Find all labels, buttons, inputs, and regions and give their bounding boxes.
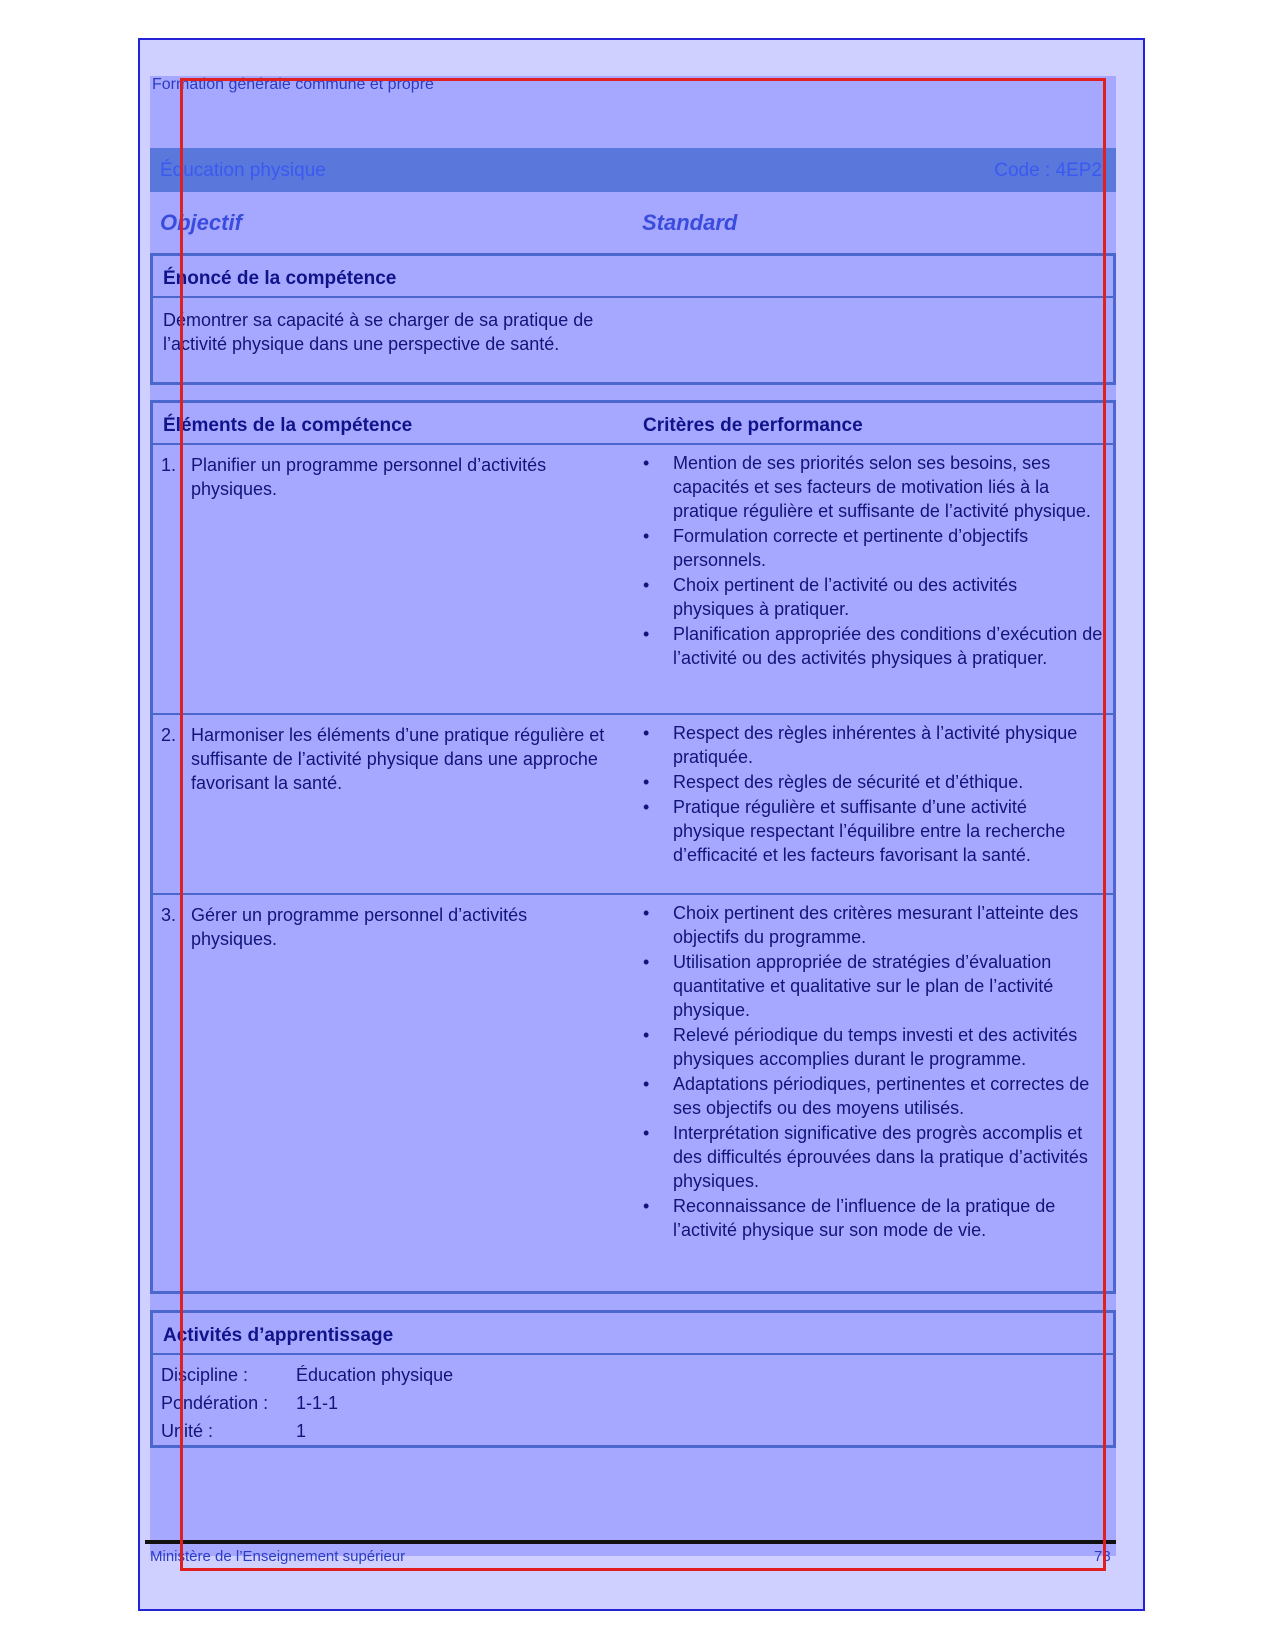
bullet-icon: •	[643, 797, 650, 817]
criteria-item	[643, 622, 1103, 670]
criteria-text: Adaptations périodiques, pertinentes et correctes de ses objectifs ou des moyens utilisés.	[673, 1074, 1090, 1118]
discipline-label: Discipline :	[161, 1365, 249, 1385]
element-text: Gérer un programme personnel d’activités physiques.	[191, 905, 528, 949]
footer-rule	[145, 1540, 1116, 1544]
enonce-box	[150, 253, 1116, 385]
course-code: Code : 4EP2	[994, 160, 1102, 181]
criteria-item	[643, 1194, 1103, 1242]
elements-header	[153, 403, 1113, 445]
element-row	[153, 715, 1113, 895]
element-number: 3.	[161, 905, 177, 925]
enonce-text: Démontrer sa capacité à se charger de sa pratique de l’activité physique dans une perspective de santé.	[163, 310, 594, 354]
criteria-text: Respect des règles inhérentes à l’activité physique pratiquée.	[673, 723, 1078, 767]
elements-box	[150, 400, 1116, 1294]
criteria-text: Formulation correcte et pertinente d’objectifs personnels.	[673, 526, 1029, 570]
criteria-text: Interprétation significative des progrès accomplis et des difficultés éprouvées dans la pratique d’activités physiques.	[673, 1123, 1088, 1191]
criteria-text: Planification appropriée des conditions d’exécution de l’activité ou des activités physiques à pratiquer.	[673, 624, 1103, 668]
unite-line	[161, 1421, 306, 1442]
criteria-item	[643, 451, 1103, 523]
element-row	[153, 895, 1113, 1291]
bullet-icon: •	[643, 772, 650, 792]
ponderation-line	[161, 1393, 338, 1414]
element-text-block	[161, 903, 611, 951]
bullet-icon: •	[643, 1123, 650, 1143]
element-number: 2.	[161, 725, 177, 745]
ponderation-value: 1-1-1	[296, 1393, 339, 1413]
criteria-text: Respect des règles de sécurité et d’éthique.	[673, 772, 1024, 792]
element-number: 1.	[161, 455, 177, 475]
course-title: Éducation physique	[160, 160, 326, 181]
bullet-icon: •	[643, 723, 650, 743]
elements-heading: Éléments de la compétence	[163, 415, 413, 436]
element-row	[153, 445, 1113, 715]
page-number: 78	[1094, 1548, 1111, 1565]
bullet-icon: •	[643, 453, 650, 473]
bullet-icon: •	[643, 1074, 650, 1094]
enonce-heading: Énoncé de la compétence	[153, 256, 1113, 298]
footer-ministry: Ministère de l’Enseignement supérieur	[150, 1548, 406, 1565]
ponderation-label: Pondération :	[161, 1393, 269, 1413]
discipline-line	[161, 1365, 453, 1386]
bullet-icon: •	[643, 526, 650, 546]
criteria-text: Pratique régulière et suffisante d’une activité physique respectant l’équilibre entre la recherche d’efficacité et les facteurs favorisant la santé.	[673, 797, 1066, 865]
criteria-item	[643, 1023, 1103, 1071]
criteria-item	[643, 524, 1103, 572]
criteria-item	[643, 721, 1103, 769]
element-text-block	[161, 453, 611, 501]
activites-box	[150, 1310, 1116, 1448]
criteria-text: Mention de ses priorités selon ses besoins, ses capacités et ses facteurs de motivation liés à la pratique régulière et suffisante de l’activité physique.	[673, 453, 1091, 521]
title-band	[150, 148, 1116, 192]
criteria-text: Relevé périodique du temps investi et des activités physiques accomplies durant le programme.	[673, 1025, 1078, 1069]
criteria-item	[643, 901, 1103, 949]
element-text-block	[161, 723, 611, 795]
criteria-item	[643, 770, 1103, 794]
element-text: Harmoniser les éléments d’une pratique régulière et suffisante de l’activité physique dans une approche favorisant la santé.	[191, 725, 605, 793]
criteria-list	[643, 451, 1103, 671]
criteria-text: Reconnaissance de l’influence de la pratique de l’activité physique sur son mode de vie.	[673, 1196, 1056, 1240]
criteria-text: Choix pertinent de l’activité ou des activités physiques à pratiquer.	[673, 575, 1018, 619]
criteria-item	[643, 795, 1103, 867]
discipline-value: Éducation physique	[296, 1365, 454, 1385]
criteria-item	[643, 1121, 1103, 1193]
bullet-icon: •	[643, 575, 650, 595]
criteria-item	[643, 573, 1103, 621]
criteria-text: Choix pertinent des critères mesurant l’atteinte des objectifs du programme.	[673, 903, 1079, 947]
criteria-list	[643, 721, 1103, 868]
standard-label: Standard	[642, 210, 738, 235]
bullet-icon: •	[643, 952, 650, 972]
criteria-text: Utilisation appropriée de stratégies d’évaluation quantitative et qualitative sur le plan de l’activité physique.	[673, 952, 1054, 1020]
activites-heading: Activités d’apprentissage	[153, 1313, 1113, 1355]
unite-label: Unité :	[161, 1421, 214, 1441]
criteria-item	[643, 1072, 1103, 1120]
bullet-icon: •	[643, 1196, 650, 1216]
unite-value: 1	[296, 1421, 307, 1441]
bullet-icon: •	[643, 624, 650, 644]
objectif-label: Objectif	[160, 210, 242, 235]
bullet-icon: •	[643, 1025, 650, 1045]
header-small: Formation générale commune et propre	[152, 76, 434, 93]
bullet-icon: •	[643, 903, 650, 923]
criteria-heading: Critères de performance	[643, 415, 863, 436]
criteria-item	[643, 950, 1103, 1022]
element-text: Planifier un programme personnel d’activités physiques.	[191, 455, 547, 499]
criteria-list	[643, 901, 1103, 1243]
